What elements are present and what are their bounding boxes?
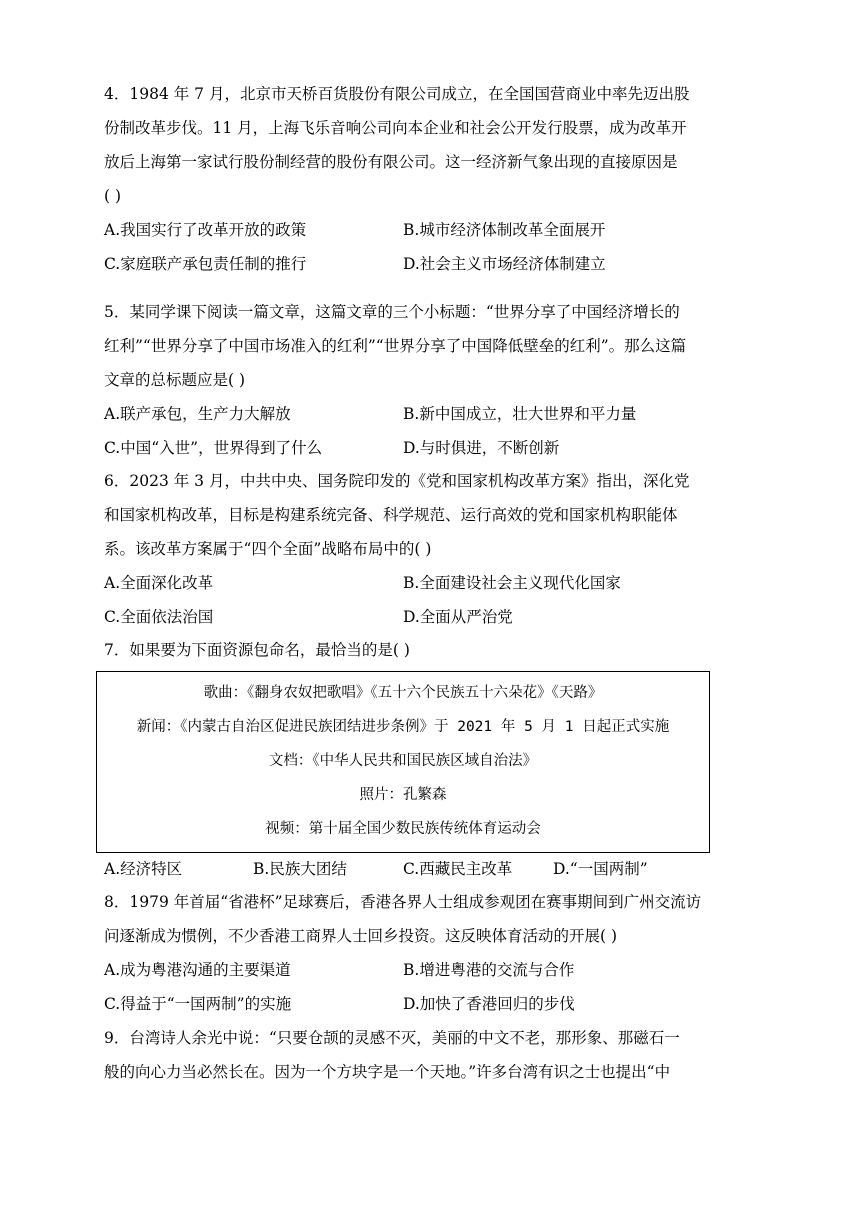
question-6-line-2: 和国家机构改革，目标是构建系统完备、科学规范、运行高效的党和国家机构职能体 [104,506,678,524]
question-6-option-c: C.全面依法治国 [104,608,214,626]
question-4-line-4: ( ) [104,187,122,205]
question-8-option-c: C.得益于“一国两制”的实施 [104,995,292,1013]
question-6-line-1: 6．2023 年 3 月，中共中央、国务院印发的《党和国家机构改革方案》指出，深化党 [104,472,690,490]
question-4-option-a: A.我国实行了改革开放的政策 [104,221,307,239]
question-5-line-2: 红利”“世界分享了中国市场准入的红利”“世界分享了中国降低壁垒的红利”。那么这篇 [104,337,687,355]
resource-pack-news: 新闻：《内蒙古自治区促进民族团结进步条例》于 2021 年 5 月 1 日起正式实施 [136,719,670,735]
question-4-option-c: C.家庭联产承包责任制的推行 [104,255,307,273]
question-8-line-1: 8．1979 年首届“省港杯”足球赛后，香港各界人士组成参观团在赛事期间到广州交流访 [104,893,702,911]
question-9-line-1: 9．台湾诗人余光中说：“只要仓颉的灵感不灭，美丽的中文不老，那形象、那磁石一 [104,1029,680,1047]
question-6-option-b: B.全面建设社会主义现代化国家 [403,574,621,592]
resource-pack-photo: 照片：孔繁森 [359,787,447,803]
resource-pack-box [96,671,710,853]
question-8-option-d: D.加快了香港回归的步伐 [403,995,575,1013]
question-5-option-a: A.联产承包，生产力大解放 [104,405,291,423]
question-4-option-d: D.社会主义市场经济体制建立 [403,255,606,273]
question-9-line-2: 般的向心力当必然长在。因为一个方块字是一个天地。”许多台湾有识之士也提出“中 [104,1063,671,1081]
question-5-option-b: B.新中国成立，壮大世界和平力量 [403,405,637,423]
question-6-line-3: 系。该改革方案属于“四个全面”战略布局中的( ) [104,540,432,558]
question-8-line-2: 问逐渐成为惯例，不少香港工商界人士回乡投资。这反映体育活动的开展( ) [104,927,618,945]
question-6-option-d: D.全面从严治党 [403,608,513,626]
question-4-line-3: 放后上海第一家试行股份制经营的股份有限公司。这一经济新气象出现的直接原因是 [104,153,678,171]
question-5-line-3: 文章的总标题应是( ) [104,371,246,389]
question-8-option-b: B.增进粤港的交流与合作 [403,961,575,979]
question-7-option-a: A.经济特区 [104,860,183,878]
question-5-option-c: C.中国“入世”，世界得到了什么 [104,439,323,457]
question-7-option-d: D.“一国两制” [553,860,648,878]
resource-pack-document: 文档：《中华人民共和国民族区域自治法》 [268,753,538,769]
question-5-line-1: 5．某同学课下阅读一篇文章，这篇文章的三个小标题：“世界分享了中国经济增长的 [104,303,680,321]
question-7-option-c: C.西藏民主改革 [403,860,513,878]
question-7-option-b: B.民族大团结 [253,860,347,878]
question-5-option-d: D.与时俱进，不断创新 [403,439,560,457]
resource-pack-songs: 歌曲：《翻身农奴把歌唱》《五十六个民族五十六朵花》《天路》 [203,685,603,701]
question-4-option-b: B.城市经济体制改革全面展开 [403,221,606,239]
question-6-option-a: A.全面深化改革 [104,574,214,592]
question-8-option-a: A.成为粤港沟通的主要渠道 [104,961,291,979]
question-4-line-1: 4．1984 年 7 月，北京市天桥百货股份有限公司成立，在全国国营商业中率先迈出股 [104,85,690,103]
resource-pack-video: 视频：第十届全国少数民族传统体育运动会 [265,821,541,837]
question-7-line-1: 7．如果要为下面资源包命名，最恰当的是( ) [104,641,410,659]
question-4-line-2: 份制改革步伐。11 月，上海飞乐音响公司向本企业和社会公开发行股票，成为改革开 [104,119,687,137]
